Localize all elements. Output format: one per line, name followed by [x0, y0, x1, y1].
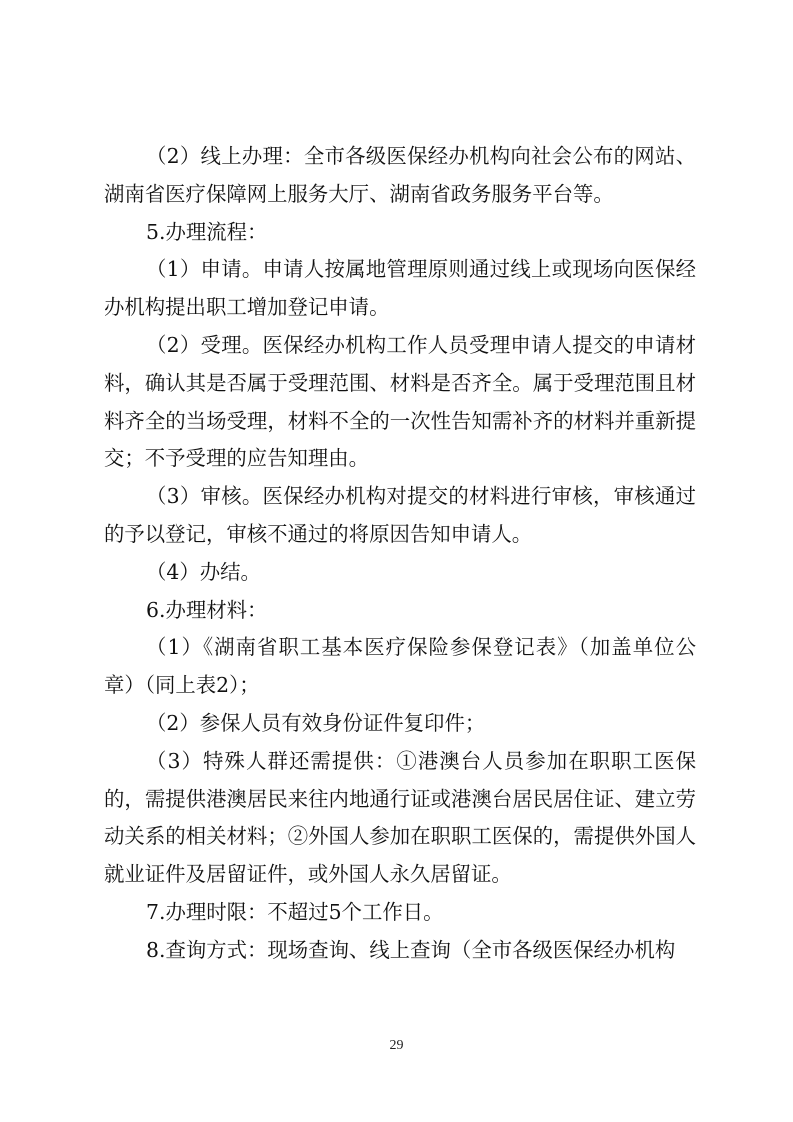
- paragraph-material-special: （3）特殊人群还需提供：①港澳台人员参加在职职工医保的，需提供港澳居民来往内地通行证或港澳台居民居住证、建立劳动关系的相关材料；②外国人参加在职职工医保的，需提供外国人就业证件及居留证件，或外国人永久居留证。: [104, 748, 696, 887]
- heading-process: 5.办理流程：: [146, 219, 268, 244]
- paragraph-material-form: （1）《湖南省职工基本医疗保险参保登记表》（加盖单位公章）（同上表2）；: [104, 635, 696, 698]
- page-number: 29: [389, 1038, 404, 1053]
- paragraph-accept: （2）受理。医保经办机构工作人员受理申请人提交的申请材料，确认其是否属于受理范围、材料是否齐全。属于受理范围且材料齐全的当场受理，材料不全的一次性告知需补齐的材料并重新提交；不予受理的应告知理由。: [104, 332, 696, 471]
- paragraph-apply: （1）申请。申请人按属地管理原则通过线上或现场向医保经办机构提出职工增加登记申请。: [104, 257, 696, 320]
- document-body: [104, 138, 696, 970]
- paragraph-time-limit: 7.办理时限：不超过5个工作日。: [146, 899, 444, 924]
- paragraph-review: （3）审核。医保经办机构对提交的材料进行审核，审核通过的予以登记，审核不通过的将原因告知申请人。: [104, 484, 696, 546]
- paragraph-query-method: 8.查询方式：现场查询、线上查询（全市各级医保经办机构: [146, 937, 676, 962]
- heading-materials: 6.办理材料：: [146, 597, 268, 622]
- paragraph-material-id: （2）参保人员有效身份证件复印件；: [146, 710, 486, 735]
- paragraph-online-handling: （2）线上办理：全市各级医保经办机构向社会公布的网站、湖南省医疗保障网上服务大厅、湖南省政务服务平台等。: [104, 144, 696, 206]
- paragraph-complete: （4）办结。: [146, 559, 261, 584]
